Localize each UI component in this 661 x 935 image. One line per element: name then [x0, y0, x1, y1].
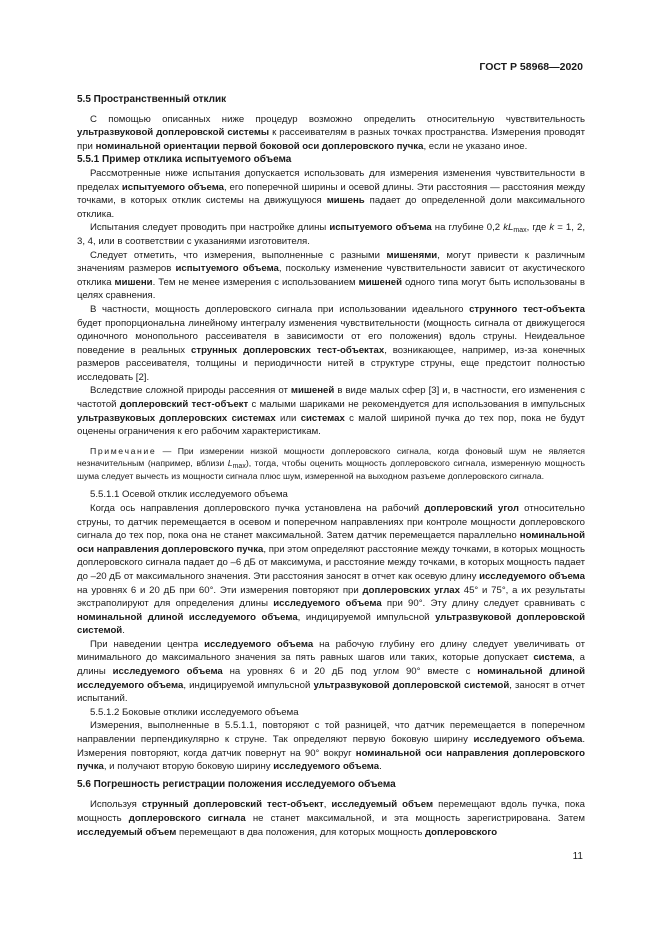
section-5-5-1-1-heading: 5.5.1.1 Осевой отклик исследуемого объема: [90, 489, 288, 501]
section-5-5-1-paragraph-3: Следует отметить, что измерения, выполненные с разными мишенями, могут привести к различным значениям размеров испытуемого объема, поскольку изменение чувствительности зависит от акустического отклика мишени. Тем не менее измерения с использованием мишеней одного типа могут быть использованы в целях сравнения.: [77, 249, 585, 302]
section-5-5-1-heading: 5.5.1 Пример отклика испытуемого объема: [77, 154, 292, 166]
section-5-5-1-1-paragraph-1: Когда ось направления доплеровского пучка установлена на рабочий доплеровский угол относительно струны, то датчик перемещается в осевом и поперечном направлениях при контроле мощности доплеровского сигнала до тех пор, пока она не станет максимальной. Затем датчик перемещается параллельно номинальной оси направления доплеровского пучка, при этом определяют расстояние между точками, в которых мощность доплеровского сигнала падает до –6 дБ от максимума, и расстояние между точками, в которых мощность падает до –20 дБ от максимального значения. Эти расстояния заносят в отчет как осевую длину исследуемого объема на уровнях 6 и 20 дБ при 60°. Эти измерения повторяют при доплеровских углах 45° и 75°, а их результаты экстраполируют для определения длины исследуемого объема при 90°. Эту длину следует сравнивать с номинальной длиной исследуемого объема, индицируемой импульсной ультразвуковой доплеровской системой.: [77, 502, 586, 637]
section-5-5-1-2-paragraph: Измерения, выполненные в 5.5.1.1, повторяют с той разницей, что датчик перемещается в поперечном направлении перпендикулярно к струне. Так определяют первую боковую ширину исследуемого объема. Измерения повторяют, когда датчик повернут на 90° вокруг номинальной оси направления доплеровского пучка, и получают вторую боковую ширину исследуемого объема.: [77, 720, 585, 773]
note-label: Примечание: [90, 445, 157, 456]
section-5-6-heading: 5.6 Погрешность регистрации положения исследуемого объема: [77, 778, 396, 790]
section-5-5-1-paragraph-5: Вследствие сложной природы рассеяния от мишеней в виде малых сфер [3] и, в частности, его изменения с частотой доплеровский тест-объект с малыми шариками не рекомендуется для использования в импульсных ультразвуковых доплеровских системах или системах с малой шириной пучка до тех пор, пока не будут оценены ограничения к его рабочим характеристикам.: [77, 385, 585, 438]
standard-number: ГОСТ Р 58968—2020: [479, 61, 583, 73]
section-5-5-1-paragraph-2: Испытания следует проводить при настройке длины испытуемого объема на глубине 0,2 $kL_{max}$, где k = 1, 2, 3, 4, или в соответствии с указаниями изготовителя.: [77, 222, 585, 247]
section-5-5-paragraph: С помощью описанных ниже процедур возможно определить относительную чувствительность ультразвуковой доплеровской системы к рассеивателям в разных точках пространства. Измерения проводят при номинальной ориентации первой боковой оси доплеровского пучка, если не указано иное.: [77, 113, 585, 152]
section-5-6-paragraph: Используя струнный доплеровский тест-объект, исследуемый объем перемещают вдоль пучка, пока мощность доплеровского сигнала не станет максимальной, и эта мощность зарегистрирована. Затем исследуемый объем перемещают в два положения, для которых мощность доплеровского: [77, 799, 585, 838]
section-5-5-heading: 5.5 Пространственный отклик: [77, 94, 227, 105]
section-5-5-1-paragraph-4: В частности, мощность доплеровского сигнала при использовании идеального струнного тест-объекта будет пропорциональна линейному интегралу изменения чувствительности (мощность сигнала от движущегося одиночного монопольного рассеивателя в зависимости от его положения) вдоль струны. Неидеальное поведение в реальных струнных доплеровских тест-объектах, возникающее, например, из-за конечных размеров рассеивателя, толщины и периодичности нитей в структуре струны, еще предстоит полностью исследовать [2].: [77, 303, 586, 383]
note-paragraph: Примечание — При измерении низкой мощности доплеровского сигнала, когда фоновый шум не является незначительным (например, вблизи $L_{max}$), тогда, чтобы оценить мощность доплеровского сигнала, измеренную мощность шума следует вычесть из мощности сигнала плюс шум, измеренной на выходном разъеме доплеровского сигнала.: [77, 445, 585, 481]
section-5-5-1-2-heading: 5.5.1.2 Боковые отклики исследуемого объема: [90, 706, 299, 718]
page-number: 11: [572, 851, 583, 862]
section-5-5-1-paragraph-1: Рассмотренные ниже испытания допускается использовать для измерения изменения чувствительности в пределах испытуемого объема, его поперечной ширины и осевой длины. Эти расстояния — расстояния между точками, в которых отклик системы на движущуюся мишень падает до определенной доли максимального отклика.: [77, 167, 585, 220]
section-5-5-1-1-paragraph-2: При наведении центра исследуемого объема на рабочую глубину его длину следует увеличивать от минимального до максимального значения за пять равных шагов или таких, которые допускает система, а длины исследуемого объема на уровнях 6 и 20 дБ под углом 90° вместе с номинальной длиной исследуемого объема, индицируемой импульсной ультразвуковой доплеровской системой, заносят в отчет испытаний.: [77, 638, 585, 705]
page-body: [77, 89, 585, 839]
